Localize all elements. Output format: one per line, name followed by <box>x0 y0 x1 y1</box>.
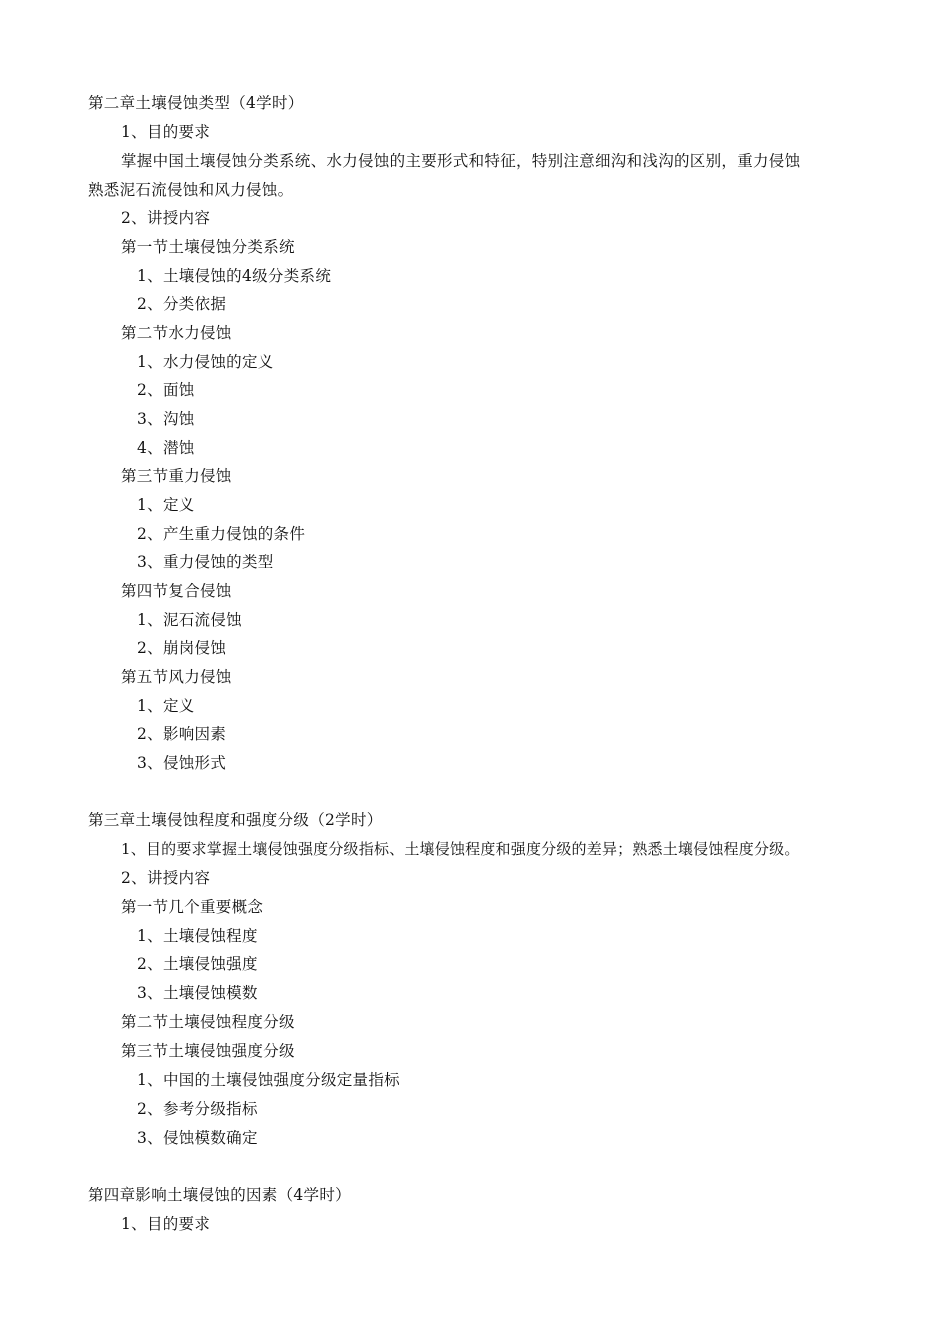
section-title: 第二节水力侵蚀 <box>121 324 232 342</box>
section-title: 第一节几个重要概念 <box>121 898 264 916</box>
section-item: 4、潜蚀 <box>137 439 195 457</box>
section-item: 3、重力侵蚀的类型 <box>137 553 274 571</box>
section-item: 1、中国的土壤侵蚀强度分级定量指标 <box>137 1071 400 1089</box>
chapter-3-title: 第三章土壤侵蚀程度和强度分级（2学时） <box>88 811 383 829</box>
section-title: 第三节重力侵蚀 <box>121 467 232 485</box>
chapter-4-title: 第四章影响土壤侵蚀的因素（4学时） <box>88 1186 351 1204</box>
chapter-2-objectives-heading: 1、目的要求 <box>121 123 211 141</box>
section-item: 3、侵蚀形式 <box>137 754 227 772</box>
section-item: 2、产生重力侵蚀的条件 <box>137 525 306 543</box>
section-item: 2、崩岗侵蚀 <box>137 639 227 657</box>
section-item: 1、定义 <box>137 697 195 715</box>
section-item: 1、土壤侵蚀程度 <box>137 927 258 945</box>
section-item: 2、分类依据 <box>137 295 227 313</box>
section-item: 2、影响因素 <box>137 725 227 743</box>
chapter-2-objectives-text-cont: 熟悉泥石流侵蚀和风力侵蚀。 <box>88 181 294 199</box>
section-item: 3、土壤侵蚀模数 <box>137 984 258 1002</box>
section-item: 1、定义 <box>137 496 195 514</box>
section-item: 2、面蚀 <box>137 381 195 399</box>
chapter-3-objectives: 1、目的要求掌握土壤侵蚀强度分级指标、土壤侵蚀程度和强度分级的差异；熟悉土壤侵蚀程度分级。 <box>121 840 800 858</box>
section-title: 第二节土壤侵蚀程度分级 <box>121 1013 295 1031</box>
section-item: 1、土壤侵蚀的4级分类系统 <box>137 267 332 285</box>
section-title: 第一节土壤侵蚀分类系统 <box>121 238 295 256</box>
chapter-3-content-heading: 2、讲授内容 <box>121 869 211 887</box>
section-item: 3、侵蚀模数确定 <box>137 1129 258 1147</box>
section-title: 第五节风力侵蚀 <box>121 668 232 686</box>
section-title: 第三节土壤侵蚀强度分级 <box>121 1042 295 1060</box>
chapter-2-title: 第二章土壤侵蚀类型（4学时） <box>88 94 304 112</box>
chapter-4-objectives-heading: 1、目的要求 <box>121 1215 211 1233</box>
section-item: 2、土壤侵蚀强度 <box>137 955 258 973</box>
section-item: 1、泥石流侵蚀 <box>137 611 242 629</box>
section-item: 3、沟蚀 <box>137 410 195 428</box>
chapter-2-content-heading: 2、讲授内容 <box>121 209 211 227</box>
chapter-2-objectives-text: 掌握中国土壤侵蚀分类系统、水力侵蚀的主要形式和特征，特别注意细沟和浅沟的区别，重力侵蚀 <box>121 152 801 170</box>
section-item: 1、水力侵蚀的定义 <box>137 353 274 371</box>
section-title: 第四节复合侵蚀 <box>121 582 232 600</box>
section-item: 2、参考分级指标 <box>137 1100 258 1118</box>
